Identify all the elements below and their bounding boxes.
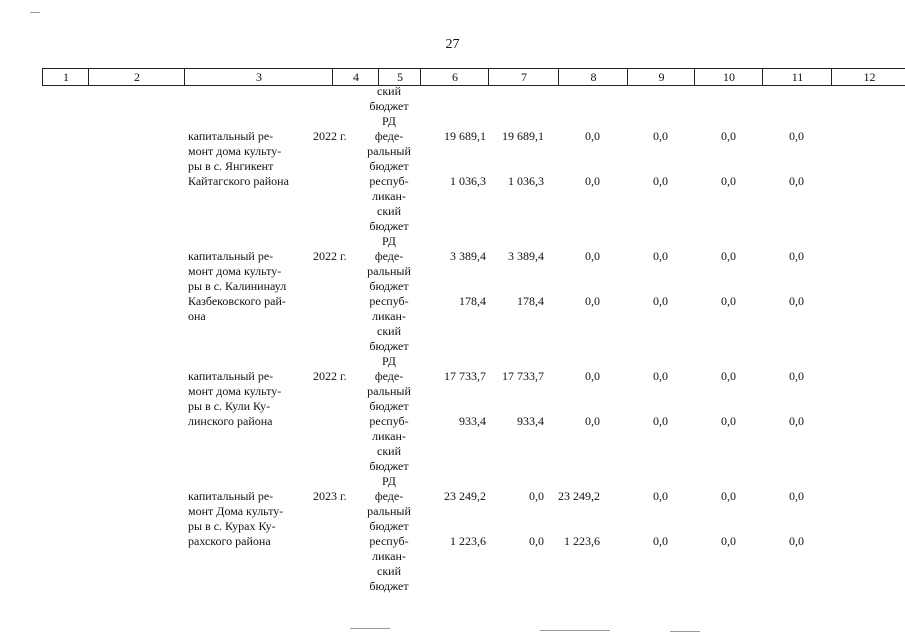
object-description-line: капитальный ре- bbox=[188, 249, 274, 263]
amount-cell: 1 223,6 bbox=[564, 534, 600, 548]
amount-cell: 0,0 bbox=[721, 174, 736, 188]
column-header-6: 6 bbox=[420, 69, 489, 85]
column-header-5: 5 bbox=[378, 69, 421, 85]
object-description-line: рахского района bbox=[188, 534, 271, 548]
object-description-line: ры в с. Курах Ку- bbox=[188, 519, 276, 533]
source-label-line: ральный bbox=[367, 504, 411, 518]
source-label-line: ский bbox=[377, 444, 401, 458]
source-label-line: респуб- bbox=[369, 534, 409, 548]
amount-cell: 0,0 bbox=[653, 414, 668, 428]
source-label-line: ский bbox=[377, 564, 401, 578]
scan-artifact bbox=[670, 631, 700, 632]
source-label-line: феде- bbox=[374, 369, 404, 383]
column-header-8: 8 bbox=[558, 69, 628, 85]
source-label-line: бюджет bbox=[369, 159, 409, 173]
amount-cell: 0,0 bbox=[789, 534, 804, 548]
amount-cell: 0,0 bbox=[721, 129, 736, 143]
object-description-line: Казбековского рай- bbox=[188, 294, 286, 308]
object-description-line: ры в с. Янгикент bbox=[188, 159, 274, 173]
amount-cell: 0,0 bbox=[653, 489, 668, 503]
amount-cell: 0,0 bbox=[721, 489, 736, 503]
object-description-line: ры в с. Калининаул bbox=[188, 279, 287, 293]
amount-cell: 1 036,3 bbox=[508, 174, 544, 188]
source-label-line: бюджет bbox=[369, 279, 409, 293]
amount-cell: 0,0 bbox=[585, 174, 600, 188]
source-label-line: бюджет bbox=[369, 219, 409, 233]
amount-cell: 19 689,1 bbox=[502, 129, 544, 143]
page-number: 27 bbox=[445, 37, 460, 52]
amount-cell: 0,0 bbox=[585, 249, 600, 263]
source-label-line: респуб- bbox=[369, 414, 409, 428]
object-description-line: капитальный ре- bbox=[188, 129, 274, 143]
amount-cell: 0,0 bbox=[585, 369, 600, 383]
column-header-3: 3 bbox=[184, 69, 333, 85]
column-header-12: 12 bbox=[831, 69, 905, 85]
source-label-line: РД bbox=[382, 234, 396, 248]
source-label-line: бюджет bbox=[369, 519, 409, 533]
amount-cell: 19 689,1 bbox=[444, 129, 486, 143]
object-description-line: монт дома культу- bbox=[188, 144, 282, 158]
column-header-11: 11 bbox=[762, 69, 832, 85]
amount-cell: 0,0 bbox=[653, 294, 668, 308]
source-label-line: бюджет bbox=[369, 579, 409, 593]
amount-cell: 0,0 bbox=[529, 489, 544, 503]
source-label-line: бюджет bbox=[369, 399, 409, 413]
year-cell: 2022 г. bbox=[313, 369, 347, 383]
object-description-line: Кайтагского района bbox=[188, 174, 289, 188]
amount-cell: 0,0 bbox=[721, 369, 736, 383]
source-label-line: РД bbox=[382, 474, 396, 488]
year-cell: 2022 г. bbox=[313, 129, 347, 143]
source-label-line: ликан- bbox=[372, 429, 406, 443]
source-label-line: ликан- bbox=[372, 189, 406, 203]
source-label-line: ральный bbox=[367, 264, 411, 278]
column-header-7: 7 bbox=[488, 69, 559, 85]
object-description-line: она bbox=[188, 309, 206, 323]
source-label-line: феде- bbox=[374, 129, 404, 143]
amount-cell: 0,0 bbox=[721, 249, 736, 263]
amount-cell: 178,4 bbox=[459, 294, 486, 308]
source-label-line: бюджет bbox=[369, 99, 409, 113]
amount-cell: 178,4 bbox=[517, 294, 544, 308]
object-description-line: капитальный ре- bbox=[188, 369, 274, 383]
amount-cell: 3 389,4 bbox=[508, 249, 544, 263]
scan-artifact bbox=[350, 628, 390, 629]
amount-cell: 933,4 bbox=[459, 414, 486, 428]
amount-cell: 1 223,6 bbox=[450, 534, 486, 548]
source-label-line: феде- bbox=[374, 249, 404, 263]
object-description-line: ры в с. Кули Ку- bbox=[188, 399, 271, 413]
amount-cell: 23 249,2 bbox=[558, 489, 600, 503]
column-header-1: 1 bbox=[42, 69, 89, 85]
scan-artifact bbox=[30, 12, 40, 13]
source-label-line: ский bbox=[377, 204, 401, 218]
amount-cell: 0,0 bbox=[585, 294, 600, 308]
object-description-line: монт Дома культу- bbox=[188, 504, 284, 518]
object-description-line: монт дома культу- bbox=[188, 384, 282, 398]
amount-cell: 0,0 bbox=[721, 294, 736, 308]
amount-cell: 0,0 bbox=[789, 369, 804, 383]
source-label-line: ский bbox=[377, 324, 401, 338]
column-header-9: 9 bbox=[627, 69, 695, 85]
source-label-line: РД bbox=[382, 354, 396, 368]
source-label-line: ральный bbox=[367, 144, 411, 158]
amount-cell: 0,0 bbox=[585, 414, 600, 428]
source-label-line: РД bbox=[382, 114, 396, 128]
amount-cell: 0,0 bbox=[653, 129, 668, 143]
amount-cell: 0,0 bbox=[529, 534, 544, 548]
source-label-line: ский bbox=[377, 84, 401, 98]
amount-cell: 0,0 bbox=[789, 129, 804, 143]
year-cell: 2023 г. bbox=[313, 489, 347, 503]
source-label-line: ликан- bbox=[372, 549, 406, 563]
amount-cell: 0,0 bbox=[585, 129, 600, 143]
column-header-2: 2 bbox=[88, 69, 185, 85]
amount-cell: 3 389,4 bbox=[450, 249, 486, 263]
amount-cell: 1 036,3 bbox=[450, 174, 486, 188]
source-label-line: ликан- bbox=[372, 309, 406, 323]
column-header-4: 4 bbox=[332, 69, 379, 85]
amount-cell: 0,0 bbox=[721, 414, 736, 428]
source-label-line: бюджет bbox=[369, 339, 409, 353]
object-description-line: монт дома культу- bbox=[188, 264, 282, 278]
amount-cell: 0,0 bbox=[789, 249, 804, 263]
source-label-line: респуб- bbox=[369, 294, 409, 308]
amount-cell: 17 733,7 bbox=[444, 369, 486, 383]
amount-cell: 0,0 bbox=[789, 294, 804, 308]
amount-cell: 0,0 bbox=[789, 174, 804, 188]
source-label-line: респуб- bbox=[369, 174, 409, 188]
amount-cell: 933,4 bbox=[517, 414, 544, 428]
amount-cell: 0,0 bbox=[789, 489, 804, 503]
year-cell: 2022 г. bbox=[313, 249, 347, 263]
amount-cell: 0,0 bbox=[789, 414, 804, 428]
amount-cell: 0,0 bbox=[721, 534, 736, 548]
amount-cell: 0,0 bbox=[653, 369, 668, 383]
source-label-line: бюджет bbox=[369, 459, 409, 473]
amount-cell: 23 249,2 bbox=[444, 489, 486, 503]
amount-cell: 0,0 bbox=[653, 249, 668, 263]
object-description-line: капитальный ре- bbox=[188, 489, 274, 503]
column-header-10: 10 bbox=[694, 69, 763, 85]
amount-cell: 17 733,7 bbox=[502, 369, 544, 383]
object-description-line: линского района bbox=[188, 414, 273, 428]
amount-cell: 0,0 bbox=[653, 174, 668, 188]
table-header bbox=[42, 68, 905, 86]
source-label-line: феде- bbox=[374, 489, 404, 503]
source-label-line: ральный bbox=[367, 384, 411, 398]
amount-cell: 0,0 bbox=[653, 534, 668, 548]
scan-artifact bbox=[540, 630, 610, 631]
